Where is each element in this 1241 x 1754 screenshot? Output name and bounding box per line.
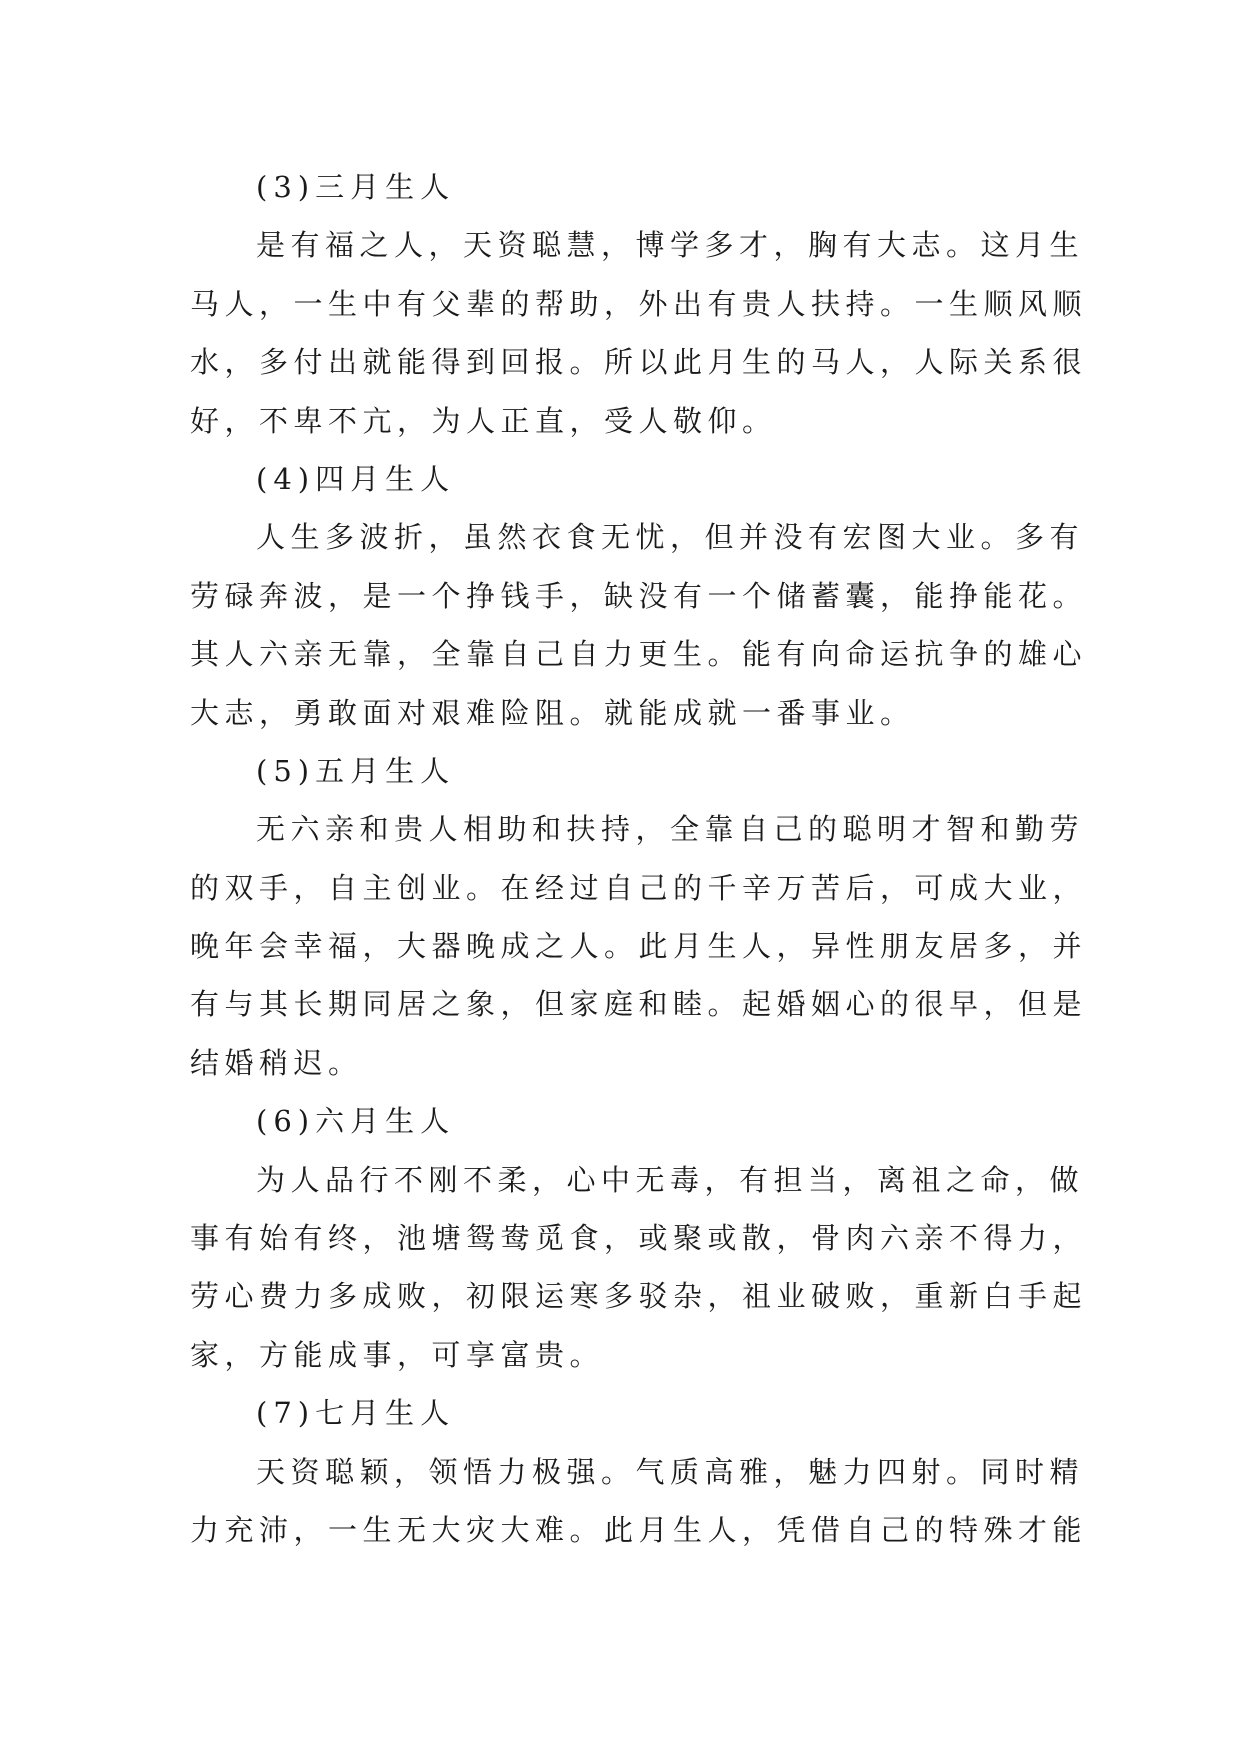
paragraph-line: 水，多付出就能得到回报。所以此月生的马人，人际关系很 [190,345,1088,380]
paragraph-line: 好，不卑不亢，为人正直，受人敬仰。 [190,403,777,438]
paragraph-line: 事有始有终，池塘鸳鸯觅食，或聚或散，骨肉六亲不得力， [190,1221,1088,1256]
paragraph-line: 大志，勇敢面对艰难险阻。就能成就一番事业。 [190,695,915,730]
section-heading-july: (7)七月生人 [256,1396,456,1431]
section-heading-march: (3)三月生人 [256,170,456,204]
section-heading-june: (6)六月生人 [256,1104,456,1139]
paragraph-line: 晚年会幸福，大器晚成之人。此月生人，异性朋友居多，并 [190,929,1088,964]
paragraph-line: 人生多波折，虽然衣食无忧，但并没有宏图大业。多有 [256,520,1085,555]
section-heading-may: (5)五月生人 [256,753,456,788]
paragraph-line: 家，方能成事，可享富贵。 [190,1337,605,1372]
paragraph-line: 结婚稍迟。 [190,1045,363,1080]
paragraph-line: 无六亲和贵人相助和扶持，全靠自己的聪明才智和勤劳 [256,812,1085,847]
paragraph-line: 天资聪颖，领悟力极强。气质高雅，魅力四射。同时精 [256,1454,1085,1489]
paragraph-line: 为人品行不刚不柔，心中无毒，有担当，离祖之命，做 [256,1162,1085,1197]
paragraph-line: 有与其长期同居之象，但家庭和睦。起婚姻心的很早，但是 [190,987,1088,1022]
paragraph-line: 是有福之人，天资聪慧，博学多才，胸有大志。这月生 [256,228,1085,263]
paragraph-line: 的双手，自主创业。在经过自己的千辛万苦后，可成大业， [190,870,1088,905]
paragraph-line: 劳心费力多成败，初限运寒多驳杂，祖业破败，重新白手起 [190,1279,1088,1314]
paragraph-line: 马人，一生中有父辈的帮助，外出有贵人扶持。一生顺风顺 [190,286,1088,321]
document-body [190,158,1088,1559]
section-heading-april: (4)四月生人 [256,461,456,496]
paragraph-line: 其人六亲无靠，全靠自己自力更生。能有向命运抗争的雄心 [190,637,1088,672]
paragraph-line: 力充沛，一生无大灾大难。此月生人，凭借自己的特殊才能 [190,1512,1088,1547]
paragraph-line: 劳碌奔波，是一个挣钱手，缺没有一个储蓄囊，能挣能花。 [190,578,1088,613]
